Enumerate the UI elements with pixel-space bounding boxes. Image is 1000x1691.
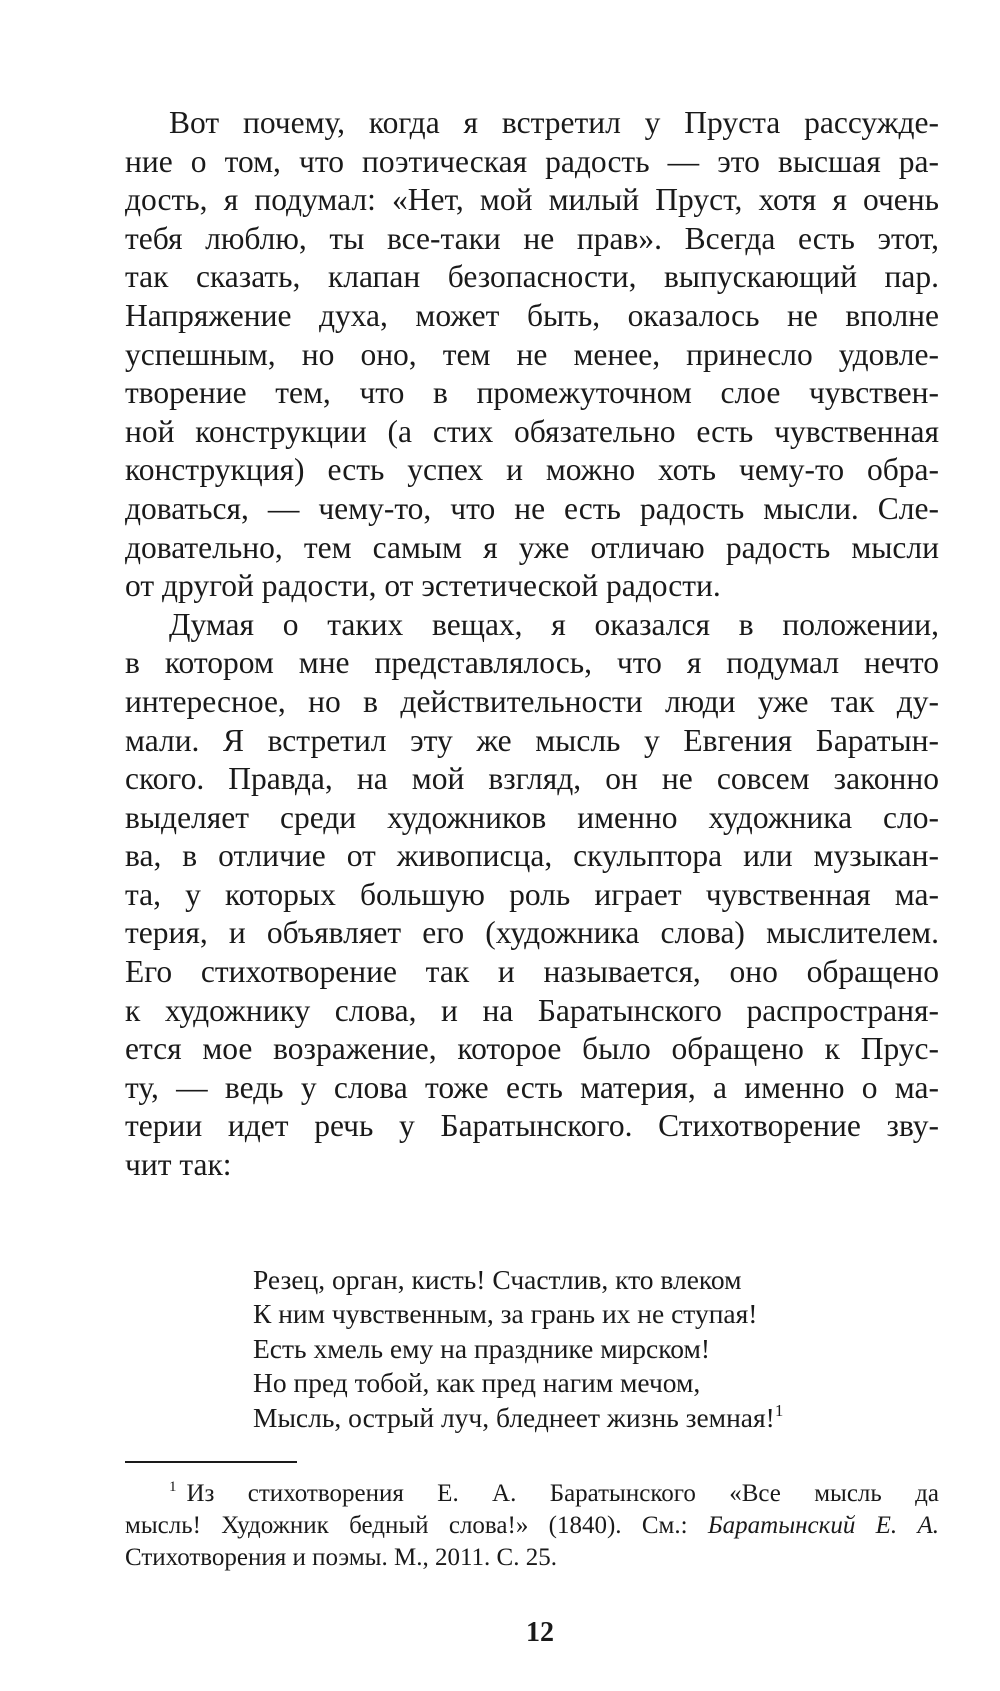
footnote-line: Стихотворения и поэмы. М., 2011. С. 25. bbox=[125, 1544, 557, 1571]
verse-quote bbox=[253, 1263, 783, 1435]
footnote-mark: 1 bbox=[169, 1479, 177, 1495]
page-number: 12 bbox=[526, 1617, 554, 1648]
text-line: Вот почему, когда я встретил у Пруста рассужде- bbox=[169, 105, 939, 140]
text-line: мали. Я встретил эту же мысль у Евгения Баратын- bbox=[125, 722, 939, 758]
text-line: ского. Правда, на мой взгляд, он не совсем законно bbox=[125, 761, 939, 797]
text-line: от другой радости, от эстетической радости. bbox=[125, 568, 721, 604]
paragraph-1 bbox=[125, 104, 939, 606]
main-text bbox=[125, 104, 939, 1185]
text-line: ной конструкции (а стих обязательно есть чувственная bbox=[125, 413, 939, 449]
verse-line-text: Мысль, острый луч, бледнеет жизнь земная! bbox=[253, 1401, 775, 1433]
text-line: интересное, но в действительности люди уже так ду- bbox=[125, 683, 939, 719]
footnote-line bbox=[125, 1510, 939, 1542]
text-line: ется мое возражение, которое было обращено к Прус- bbox=[125, 1031, 939, 1067]
verse-line-last bbox=[253, 1401, 783, 1435]
text-line: терия, и объявляет его (художника слова) мыслителем. bbox=[125, 915, 939, 951]
text-line: ва, в отличие от живописца, скульптора или музыкан- bbox=[125, 838, 939, 874]
text-line: ту, — ведь у слова тоже есть материя, а именно о ма- bbox=[125, 1069, 939, 1105]
text-line: выделяет среди художников именно художника сло- bbox=[125, 799, 939, 835]
text-line: дость, я подумал: «Нет, мой милый Пруст, хотя я очень bbox=[125, 182, 939, 218]
footnote-line bbox=[125, 1478, 939, 1510]
verse-line: Но пред тобой, как пред нагим мечом, bbox=[253, 1367, 701, 1399]
footnote bbox=[125, 1478, 939, 1574]
paragraph-2 bbox=[125, 606, 939, 1185]
text-line: доваться, — чему-то, что не есть радость мысли. Сле- bbox=[125, 490, 939, 526]
text-line: Думая о таких вещах, я оказался в положении, bbox=[169, 606, 939, 642]
text-line: Напряжение духа, может быть, оказалось не вполне bbox=[125, 297, 939, 333]
text-line: конструкция) есть успех и можно хоть чему-то обра- bbox=[125, 452, 939, 488]
footnote-author: Баратынский Е. А. bbox=[707, 1512, 939, 1539]
text-line: в котором мне представлялось, что я подумал нечто bbox=[125, 645, 939, 681]
text-line: чит так: bbox=[125, 1147, 232, 1183]
text-line: та, у которых большую роль играет чувственная ма- bbox=[125, 876, 939, 912]
verse-line: Резец, орган, кисть! Счастлив, кто влеком bbox=[253, 1264, 742, 1295]
text-line: к художнику слова, и на Баратынского распространя- bbox=[125, 992, 939, 1028]
text-line: творение тем, что в промежуточном слое чувствен- bbox=[125, 375, 939, 411]
verse-line: Есть хмель ему на празднике мирском! bbox=[253, 1332, 711, 1364]
text-line: Его стихотворение так и называется, оно обращено bbox=[125, 954, 939, 990]
footnote-divider bbox=[125, 1461, 297, 1463]
text-line: довательно, тем самым я уже отличаю радость мысли bbox=[125, 529, 939, 565]
text-line: ние о том, что поэтическая радость — это высшая ра- bbox=[125, 143, 939, 179]
text-line: так сказать, клапан безопасности, выпускающий пар. bbox=[125, 259, 939, 295]
text-line: успешным, но оно, тем не менее, принесло удовле- bbox=[125, 336, 939, 372]
text-line: терии идет речь у Баратынского. Стихотворение зву- bbox=[125, 1108, 939, 1144]
verse-line: К ним чувственным, за грань их не ступая! bbox=[253, 1298, 758, 1330]
footnote-text: мысль! Художник бедный слова!» (1840). См.: bbox=[125, 1512, 708, 1539]
footnote-reference: 1 bbox=[774, 1400, 784, 1420]
footnote-text: Из стихотворения Е. А. Баратынского «Все мысль да bbox=[186, 1480, 939, 1507]
text-line: тебя люблю, ты все-таки не прав». Всегда есть этот, bbox=[125, 220, 939, 256]
